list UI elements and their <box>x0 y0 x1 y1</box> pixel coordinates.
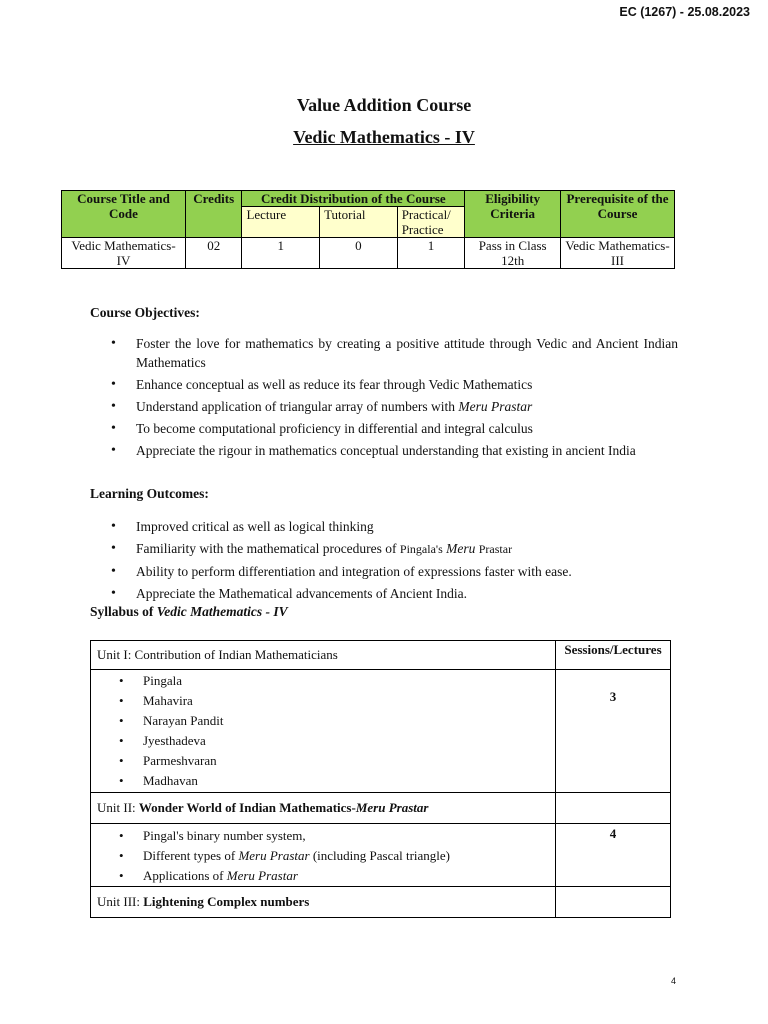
cell-course-title: Vedic Mathematics- IV <box>62 238 186 269</box>
item-text: Applications of <box>143 868 224 883</box>
header-credits: Credits <box>186 191 242 238</box>
unit2-sessions-empty <box>556 793 671 824</box>
unit3-title-text: Lightening Complex numbers <box>143 894 310 909</box>
outcomes-heading: Learning Outcomes: <box>90 486 209 501</box>
syllabus-heading-prefix: Syllabus of <box>90 604 154 619</box>
page-subtitle <box>0 127 768 148</box>
unit2-title <box>91 793 556 824</box>
objectives-list <box>111 334 678 463</box>
page-number: 4 <box>671 976 677 986</box>
list-item: • Pingal's binary number system, <box>97 826 549 846</box>
header-eligibility: Eligibility Criteria <box>465 191 561 238</box>
unit1-topics <box>91 670 556 793</box>
unit3-title <box>91 887 556 918</box>
item-text: Familiarity with the mathematical procedures of <box>136 541 397 556</box>
subtitle-text: Vedic Mathematics - IV <box>293 127 475 147</box>
unit1-topic-list <box>97 671 549 791</box>
list-item: • Ability to perform differentiation and integration of expressions faster with ease. <box>111 562 678 581</box>
unit1-title: Unit I: Contribution of Indian Mathematicians <box>91 641 556 670</box>
list-item: • Parmeshvaran <box>97 751 549 771</box>
cell-eligibility: Pass in Class 12th <box>465 238 561 269</box>
list-item: • Appreciate the Mathematical advancements of Ancient India. <box>111 584 678 603</box>
document-reference: EC (1267) - 25.08.2023 <box>619 5 750 19</box>
list-item: • Narayan Pandit <box>97 711 549 731</box>
list-item <box>97 846 549 866</box>
list-item: • Foster the love for mathematics by creating a positive attitude through Vedic and Ancient Indian Mathematics <box>111 334 678 372</box>
item-text-italic: Meru <box>446 541 476 556</box>
header-lecture: Lecture <box>242 207 320 238</box>
objectives-heading: Course Objectives: <box>90 305 200 320</box>
unit2-topics <box>91 824 556 887</box>
item-text-italic: Meru Prastar <box>458 399 533 414</box>
unit2-title-text: Wonder World of Indian Mathematics- <box>138 800 356 815</box>
list-item: • Madhavan <box>97 771 549 791</box>
unit2-prefix: Unit II: <box>97 800 136 815</box>
cell-practical: 1 <box>397 238 465 269</box>
unit3-prefix: Unit III: <box>97 894 140 909</box>
unit2-title-italic: Meru Prastar <box>355 800 429 815</box>
header-practical: Practical/ Practice <box>397 207 465 238</box>
unit2-sessions: 4 <box>556 824 671 887</box>
item-text-small: Pingala's <box>399 542 443 556</box>
item-text: Understand application of triangular array of numbers with <box>136 399 456 414</box>
sessions-header: Sessions/Lectures <box>556 641 671 670</box>
syllabus-heading-title: Vedic Mathematics - IV <box>156 604 288 619</box>
header-title-code: Course Title and Code <box>62 191 186 238</box>
item-text: Different types of <box>143 848 236 863</box>
list-item: • To become computational proficiency in differential and integral calculus <box>111 419 678 438</box>
list-item: • Enhance conceptual as well as reduce its fear through Vedic Mathematics <box>111 375 678 394</box>
list-item: • Appreciate the rigour in mathematics conceptual understanding that existing in ancient India <box>111 441 678 460</box>
list-item: • Pingala <box>97 671 549 691</box>
cell-prerequisite: Vedic Mathematics-III <box>561 238 675 269</box>
item-text-italic: Meru Prastar <box>226 868 298 883</box>
list-item <box>111 397 678 416</box>
page-title: Value Addition Course <box>296 95 472 115</box>
course-details-table <box>61 190 675 269</box>
header-distribution: Credit Distribution of the Course <box>242 191 465 207</box>
unit2-topic-list <box>97 826 549 886</box>
item-text-small: Prastar <box>478 542 513 556</box>
unit1-sessions: 3 <box>556 670 671 793</box>
cell-tutorial: 0 <box>320 238 398 269</box>
list-item: • Mahavira <box>97 691 549 711</box>
outcomes-list <box>111 517 678 606</box>
list-item <box>111 539 678 559</box>
header-prerequisite: Prerequisite of the Course <box>561 191 675 238</box>
item-text: (including Pascal triangle) <box>312 848 451 863</box>
syllabus-table <box>90 640 671 918</box>
unit3-sessions-empty <box>556 887 671 918</box>
header-tutorial: Tutorial <box>320 207 398 238</box>
syllabus-heading <box>90 604 288 620</box>
list-item: • Improved critical as well as logical thinking <box>111 517 678 536</box>
cell-credits: 02 <box>186 238 242 269</box>
list-item <box>97 866 549 886</box>
item-text-italic: Meru Prastar <box>238 848 310 863</box>
list-item: • Jyesthadeva <box>97 731 549 751</box>
cell-lecture: 1 <box>242 238 320 269</box>
